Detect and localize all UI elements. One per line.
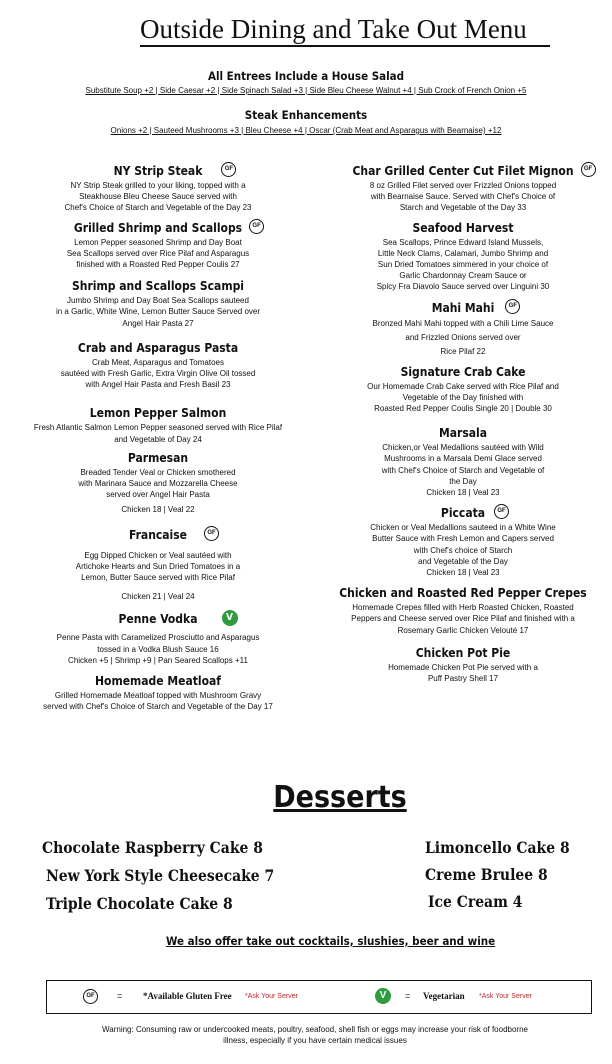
item-description: Bronzed Mahi Mahi topped with a Chili Lime Sauce and Frizzled Onions served over Rice Pilaf 22 — [372, 318, 554, 356]
item-name: Grilled Shrimp and Scallops — [73, 220, 243, 235]
menu-item-penne-vodka — [18, 610, 298, 666]
right-menu-column — [322, 162, 604, 684]
title-underline — [140, 45, 550, 47]
item-name: Mahi Mahi — [431, 300, 495, 315]
dessert-item: Triple Chocolate Cake 8 — [46, 894, 233, 913]
menu-item-piccata — [322, 504, 604, 578]
item-name: Signature Crab Cake — [400, 364, 526, 379]
dessert-item: Creme Brulee 8 — [425, 865, 548, 884]
item-name: Homemade Meatloaf — [95, 674, 221, 689]
menu-item-ny-strip-steak — [18, 162, 298, 214]
item-description: Egg Dipped Chicken or Veal sautéed with Artichoke Hearts and Sun Dried Tomatoes in a Lemon, Butter Sauce served with Rice Pilaf — [75, 550, 241, 583]
menu-item-homemade-meatloaf — [18, 672, 298, 712]
menu-item-signature-crab-cake — [322, 363, 604, 415]
menu-item-seafood-harvest — [322, 219, 604, 293]
menu-item-mahi-mahi — [322, 299, 604, 359]
menu-item-marsala — [322, 424, 604, 498]
item-name: Shrimp and Scallops Scampi — [72, 279, 244, 294]
legend-equals: = — [117, 991, 123, 1001]
item-name: Francaise — [128, 527, 188, 542]
vegetarian-icon: V — [375, 988, 391, 1004]
item-description: Fresh Atlantic Salmon Lemon Pepper seasoned served with Rice Pilaf and Vegetable of Day 24 — [33, 423, 283, 444]
entrees-header: All Entrees Include a House Salad — [207, 69, 405, 83]
gluten-free-icon: GF — [581, 162, 596, 177]
dessert-item: Limoncello Cake 8 — [425, 838, 570, 857]
menu-item-lemon-pepper-salmon — [18, 404, 298, 444]
vegetarian-ask-note: *Ask Your Server — [479, 993, 532, 1000]
gluten-free-icon: GF — [249, 219, 264, 234]
item-name: Marsala — [438, 426, 488, 441]
steak-enhancements-line: Onions +2 | Sauteed Mushrooms +3 | Bleu Cheese +4 | Oscar (Crab Meat and Asparagus with Bearnaise) +12 — [110, 126, 502, 135]
left-menu-column — [18, 162, 298, 712]
gluten-free-label: *Available Gluten Free — [143, 991, 232, 1001]
item-description: Our Homemade Crab Cake served with Rice Pilaf and Vegetable of the Day finished with Roasted Red Pepper Coulis Single 20 | Double 30 — [367, 381, 559, 414]
item-description: Chicken or Veal Medallions sauteed in a White Wine Butter Sauce with Fresh Lemon and Capers served with Chef's choice of Starch and Vegetable of the Day — [370, 523, 556, 566]
item-description: Penne Pasta with Caramelized Prosciutto and Asparagus tossed in a Vodka Blush Sauce 16 Chicken +5 | Shrimp +9 | Pan Seared Scallops +11 — [56, 633, 260, 665]
gluten-free-icon: GF — [83, 989, 98, 1004]
item-name: Chicken and Roasted Red Pepper Crepes — [339, 586, 587, 601]
steak-enhancements-header: Steak Enhancements — [244, 108, 368, 122]
menu-item-filet-mignon — [322, 162, 604, 214]
item-price: Chicken 21 | Veal 24 — [121, 592, 195, 602]
item-description: Lemon Pepper seasoned Shrimp and Day Boat Sea Scallops served over Rice Pilaf and Asparagus finished with a Roasted Red Pepper Coulis 27 — [66, 237, 250, 270]
menu-item-francaise — [18, 526, 298, 603]
item-name: Crab and Asparagus Pasta — [77, 340, 239, 355]
vegetarian-label: Vegetarian — [423, 991, 465, 1001]
legend-equals: = — [405, 991, 411, 1001]
item-description: Jumbo Shrimp and Day Boat Sea Scallops sauteed in a Garlic, White Wine, Lemon Butter Sauce Served over Angel Hair Pasta 27 — [55, 296, 261, 328]
page-title: Outside Dining and Take Out Menu — [140, 14, 527, 44]
item-description: Homemade Crepes filled with Herb Roasted Chicken, Roasted Peppers and Cheese served over Rice Pilaf and finished with a Rosemary Garlic Chicken Velouté 17 — [351, 603, 575, 635]
menu-item-shrimp-scallops-scampi — [18, 277, 298, 329]
item-description: NY Strip Steak grilled to your liking, topped with a Steakhouse Bleu Cheese Sauce served with Chef's Choice of Starch and Vegetable of the Day 23 — [64, 181, 252, 213]
menu-item-grilled-shrimp-scallops — [18, 219, 298, 271]
item-description: Sea Scallops, Prince Edward Island Mussels, Little Neck Clams, Calamari, Jumbo Shrimp and Sun Dried Tomatoes simmered in your choice of Garlic Chardonnay Cream Sauce or Spicy Fra Diavolo Sauce served over Linguini 30 — [376, 237, 550, 292]
item-name: Lemon Pepper Salmon — [89, 406, 227, 421]
legend-box — [46, 980, 592, 1014]
item-description: 8 oz Grilled Filet served over Frizzled Onions topped with Bearnaise Sauce. Served with Chef's Choice of Starch and Vegetable of the Day 33 — [369, 181, 557, 213]
item-name: Seafood Harvest — [412, 220, 514, 235]
item-description: Crab Meat, Asparagus and Tomatoes sautéed with Fresh Garlic, Extra Virgin Olive Oil tossed with Angel Hair Pasta and Fresh Basil 23 — [60, 357, 256, 390]
gluten-free-ask-note: *Ask Your Server — [245, 993, 298, 1000]
menu-item-chicken-crepes — [322, 584, 604, 636]
item-name: Piccata — [440, 506, 486, 521]
item-price: Chicken 18 | Veal 22 — [121, 505, 195, 515]
menu-item-chicken-pot-pie — [322, 644, 604, 684]
dessert-item: Chocolate Raspberry Cake 8 — [42, 838, 263, 857]
gluten-free-icon: GF — [505, 299, 520, 314]
take-out-drinks-note: We also offer take out cocktails, slushies, beer and wine — [166, 934, 496, 948]
desserts-title: Desserts — [273, 780, 407, 815]
item-price: Chicken 18 | Veal 23 — [426, 488, 500, 498]
item-name: Parmesan — [127, 450, 189, 465]
food-safety-warning: Warning: Consuming raw or undercooked meats, poultry, seafood, shell fish or eggs may increase your risk of foodborne illness, especially if you have certain medical issues — [102, 1025, 528, 1045]
gluten-free-icon: GF — [494, 504, 509, 519]
item-description: Chicken,or Veal Medallions sautéed with Wild Mushrooms in a Marsala Demi Glace served with Chef's Choice of Starch and Vegetable of the Day — [381, 443, 545, 486]
dessert-item: Ice Cream 4 — [428, 892, 523, 911]
gluten-free-icon: GF — [204, 526, 219, 541]
item-name: NY Strip Steak — [113, 164, 203, 178]
item-description: Homemade Chicken Pot Pie served with a Puff Pastry Shell 17 — [388, 662, 538, 684]
dessert-item: New York Style Cheesecake 7 — [46, 866, 275, 885]
menu-item-parmesan — [18, 449, 298, 516]
item-price: Chicken 18 | Veal 23 — [426, 568, 500, 578]
item-description: Grilled Homemade Meatloaf topped with Mushroom Gravy served with Chef's Choice of Starch and Vegetable of the Day 17 — [43, 691, 273, 712]
item-name: Penne Vodka — [118, 612, 198, 627]
vegetarian-icon: V — [222, 610, 238, 626]
menu-item-crab-asparagus-pasta — [18, 339, 298, 391]
item-name: Char Grilled Center Cut Filet Mignon — [352, 164, 574, 178]
item-name: Chicken Pot Pie — [415, 645, 511, 660]
gluten-free-icon: GF — [221, 162, 236, 177]
substitutions-line: Substitute Soup +2 | Side Caesar +2 | Side Spinach Salad +3 | Side Bleu Cheese Walnut +4 | Sub Crock of French Onion +5 — [85, 86, 527, 95]
item-description: Breaded Tender Veal or Chicken smothered with Marinara Sauce and Mozzarella Cheese served over Angel Hair Pasta — [78, 467, 238, 500]
